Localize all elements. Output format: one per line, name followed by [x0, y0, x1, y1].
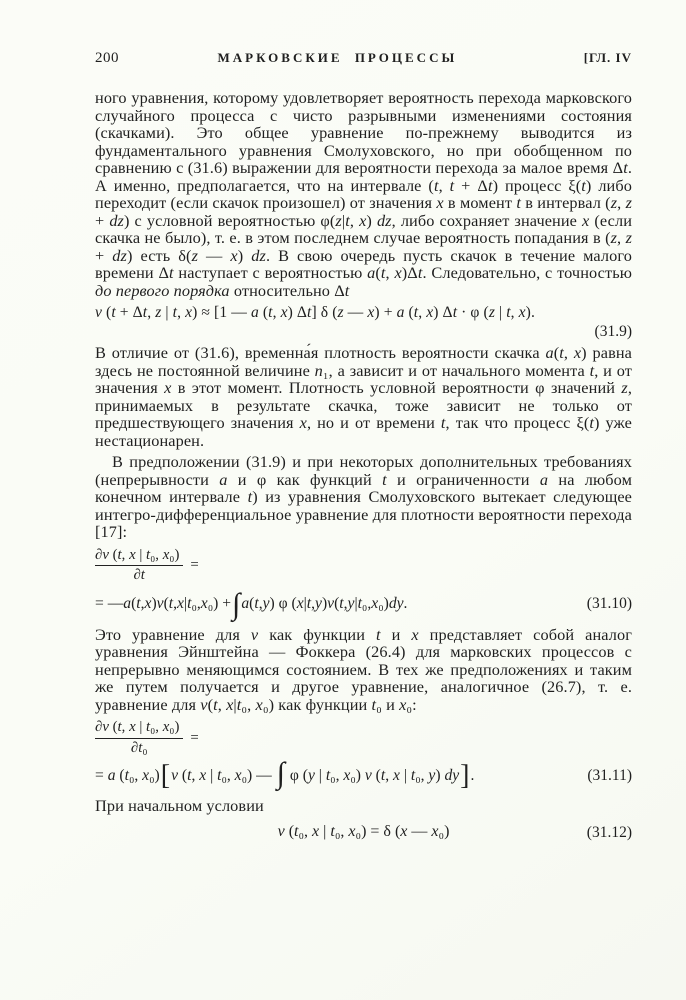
- equation-label-31-12: (31.12): [586, 823, 632, 841]
- fraction-numerator: ∂v (t, x | t₀, x₀): [95, 720, 183, 739]
- equation-31-10-body: = — a ( t , x ) v ( t , x | t ₀, x ₀) + ∫ a ( t , y ) φ ( x | t , y ) v ( t , y | t ₀, x ₀) dy .: [95, 586, 408, 621]
- fraction-denominator: ∂t: [133, 567, 145, 583]
- paragraph-5: При начальном условии: [95, 796, 264, 815]
- equation-31-11-body: = a (t₀, x₀) [ v (t, x | t₀, x₀) — ∫ φ (y | t₀, x₀) v (t, x | t₀, y) dy ] .: [95, 756, 475, 791]
- page-number: 200: [95, 50, 119, 66]
- paragraph-2: В отличие от (31.6), временна́я плотность вероятности скачка a(t, x) равна здесь не постоянной величине n₁, а зависит и от начального момента t, и от значения x в этот момент. Плотность условной вероятности φ значений z, принимаемых в результате скачка, тоже зависит не только от предшествующего значения x, но и от времени t, так что процесс ξ(t) уже нестационарен.: [95, 343, 632, 450]
- integral-sign: ∫: [276, 756, 285, 791]
- running-title: МАРКОВСКИЕ ПРОЦЕССЫ: [217, 50, 458, 65]
- paragraph-1: ного уравнения, которому удовлетворяет вероятность перехода марковского случайного процесса с чисто разрывными изменениями состояния (скачками). Это общее уравнение по-прежнему выводится из фундаментального уравнения Смолуховского, но при обобщенном по сравнению с (31.6) выражении для вероятности перехода за малое время Δt. А именно, предполагается, что на интервале (t, t + Δt) процесс ξ(t) либо переходит (если скачок произошел) от значения x в момент t в интервал (z, z + dz) с условной вероятностью φ(z|t, x) dz, либо сохраняет значение x (если скачка не было), т. е. в этом последнем случае вероятность попадания в (z, z + dz) есть δ(z — x) dz. В свою очередь пусть скачок в течение малого времени Δt наступает с вероятностью a(t, x)Δt. Следовательно, с точностью до первого порядка относительно Δt: [95, 88, 633, 300]
- equation-31-9-label-line: [95, 323, 632, 340]
- running-header: [95, 50, 632, 67]
- fraction-numerator: ∂v (t, x | t₀, x₀): [95, 548, 183, 567]
- paragraph-3: В предположении (31.9) и при некоторых дополнительных требованиях (непрерывности a и φ как функций t и ограниченности a на любом конечном интервале t) из уравнения Смолуховского вытекает следующее интегро-дифференциальное уравнение для плотности вероятности перехода [17]:: [95, 452, 633, 541]
- equation-31-11-prefix: = a (t₀, x₀): [95, 767, 160, 784]
- paragraph-4: Это уравнение для v как функции t и x представляет собой аналог уравнения Эйнштейна — Фоккера (26.4) для марковских процессов с непрерывно меняющимся состоянием. В тех же предположениях и таким же путем получается и другое уравнение, аналогичное (26.7), т. е. уравнение для v(t, x|t₀, x₀) как функции t₀ и x₀:: [95, 624, 633, 714]
- equals-sign: =: [190, 557, 199, 573]
- text-block: [95, 50, 632, 841]
- chapter-label: [ГЛ. IV: [583, 50, 632, 65]
- equation-31-9: [95, 304, 632, 340]
- equals-sign: =: [190, 729, 199, 746]
- equation-31-11-lhs: [95, 720, 632, 756]
- equation-31-11-rhs: [95, 756, 632, 793]
- fraction: [95, 720, 183, 756]
- equation-31-12-body: v (t₀, x | t₀, x₀) = δ (x — x₀): [277, 822, 450, 840]
- equation-31-11-period: .: [470, 767, 475, 784]
- equation-label-31-11: (31.11): [587, 767, 632, 784]
- equation-label-31-10: (31.10): [586, 594, 632, 612]
- equation-31-11-bracket-content: v (t, x | t₀, x₀) — ∫ φ (y | t₀, x₀) v (t, x | t₀, y) dy: [171, 756, 460, 791]
- fraction: [95, 548, 183, 584]
- equation-31-10: [95, 548, 632, 621]
- equation-31-11: [95, 720, 632, 793]
- equation-31-10-lhs: [95, 548, 632, 584]
- fraction-denominator: ∂t₀: [130, 739, 148, 756]
- equation-31-10-rhs: [95, 587, 632, 621]
- equation-31-12: [95, 823, 632, 841]
- equation-label-31-9: (31.9): [594, 323, 632, 340]
- equation-31-9-body: v (t + Δt, z | t, x) ≈ [1 — a (t, x) Δt] δ (z — x) + a (t, x) Δt · φ (z | t, x).: [95, 304, 535, 321]
